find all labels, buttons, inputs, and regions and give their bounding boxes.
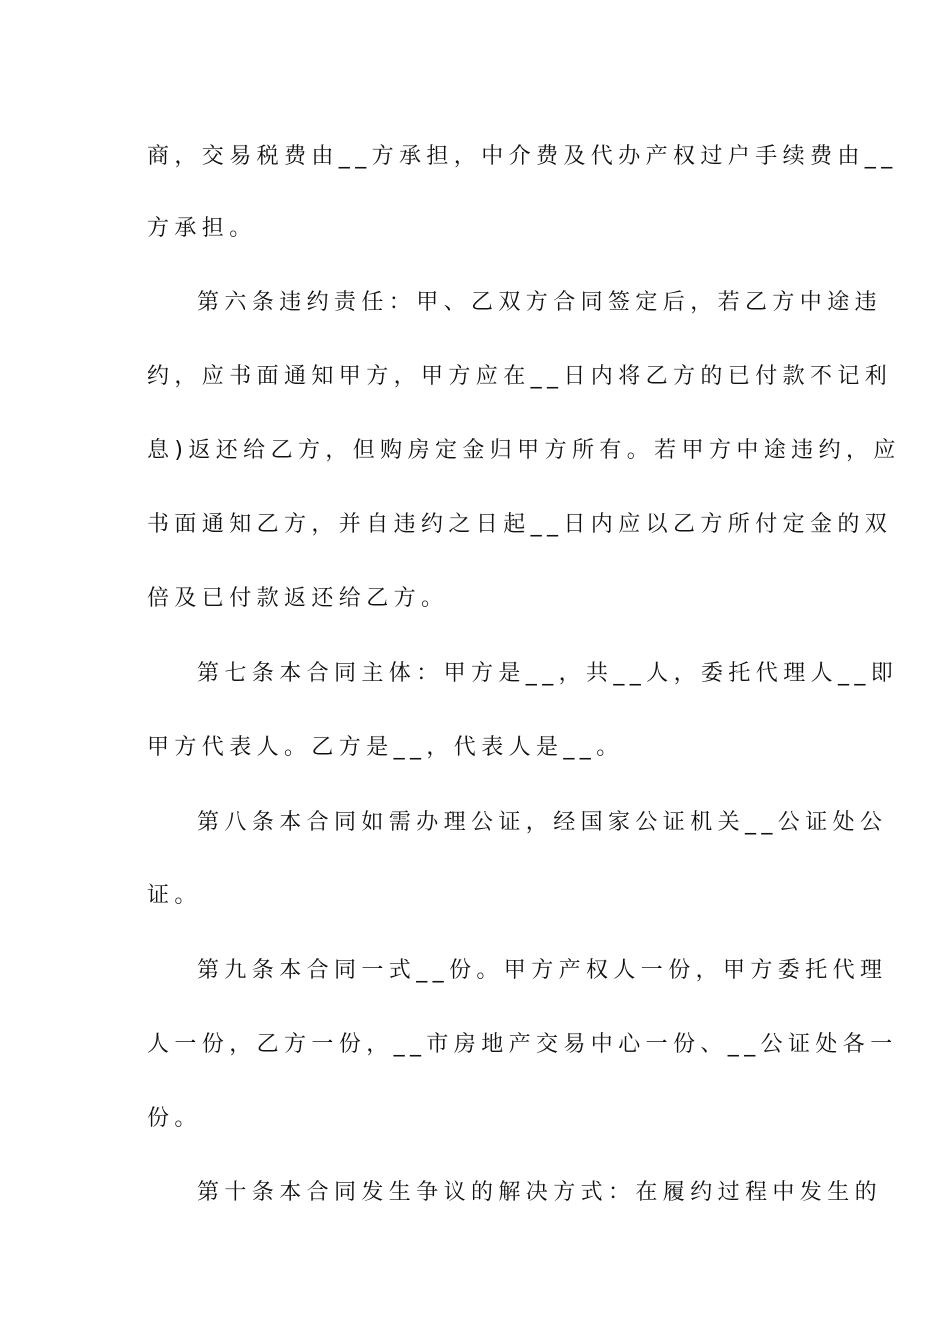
clause-6-heading-line: 第六条违约责任：甲、乙双方合同签定后，若乙方中途违 — [197, 290, 883, 315]
text-line: 约，应书面通知甲方，甲方应在__日内将乙方的已付款不记利 — [147, 364, 893, 389]
text-line: 商，交易税费由__方承担，中介费及代办产权过户手续费由__ — [147, 144, 898, 169]
text-line: 证。 — [147, 883, 202, 908]
text-line: 倍及已付款返还给乙方。 — [147, 586, 449, 611]
text-line: 息)返还给乙方，但购房定金归甲方所有。若甲方中途违约，应 — [147, 438, 901, 463]
text-line: 人一份，乙方一份，__市房地产交易中心一份、__公证处各一 — [147, 1032, 898, 1057]
clause-10-heading-line: 第十条本合同发生争议的解决方式：在履约过程中发生的 — [197, 1180, 883, 1205]
text-line: 方承担。 — [147, 216, 257, 241]
text-line: 甲方代表人。乙方是__，代表人是__。 — [147, 735, 624, 760]
clause-8-heading-line: 第八条本合同如需办理公证，经国家公证机关__公证处公 — [197, 810, 888, 835]
clause-7-heading-line: 第七条本合同主体：甲方是__，共__人，委托代理人__即 — [197, 661, 899, 686]
clause-9-heading-line: 第九条本合同一式__份。甲方产权人一份，甲方委托代理 — [197, 958, 888, 983]
text-line: 份。 — [147, 1106, 202, 1131]
text-line: 书面通知乙方，并自违约之日起__日内应以乙方所付定金的双 — [147, 512, 893, 537]
